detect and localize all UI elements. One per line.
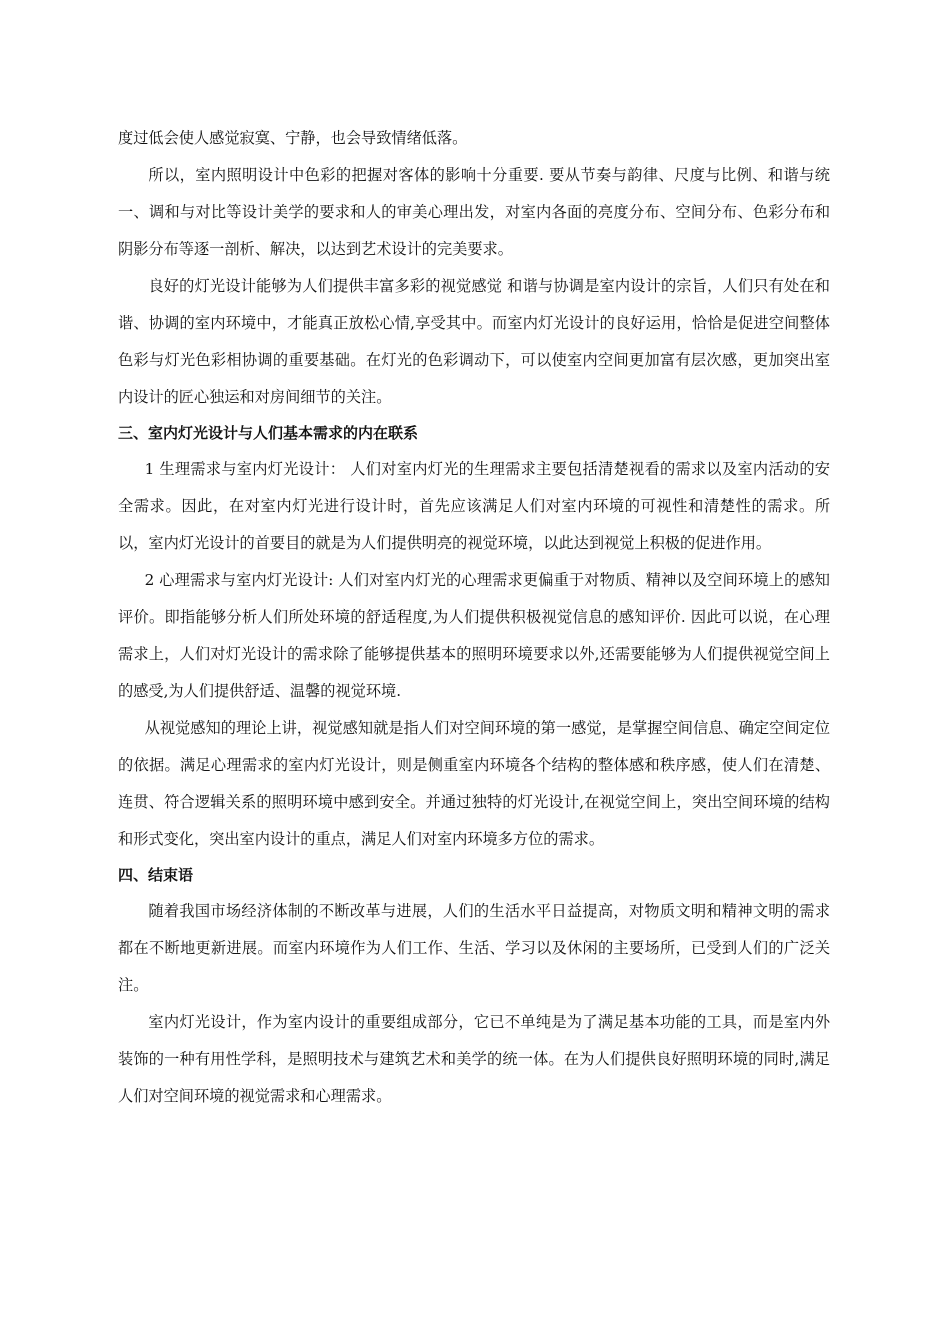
paragraph-good-lighting: 良好的灯光设计能够为人们提供丰富多彩的视觉感觉 和谐与协调是室内设计的宗旨，人们只有处在和谐、协调的室内环境中，才能真正放松心情,享受其中。而室内灯光设计的良好运用，恰恰是促进空间整体色彩与灯光色彩相协调的重要基础。在灯光的色彩调动下，可以使室内空间更加富有层次感，更加突出室内设计的匠心独运和对房间细节的关注。 — [118, 277, 830, 406]
paragraph-physiological-needs: 1 生理需求与室内灯光设计： 人们对室内灯光的生理需求主要包括清楚视看的需求以及室内活动的安全需求。因此，在对室内灯光进行设计时，首先应该满足人们对室内环境的可视性和清楚性的需求。所以，室内灯光设计的首要目的就是为人们提供明亮的视觉环境，以此达到视觉上积极的促进作用。 — [118, 460, 830, 552]
paragraph-conclusion-2: 室内灯光设计，作为室内设计的重要组成部分，它已不单纯是为了满足基本功能的工具，而是室内外装饰的一种有用性学科，是照明技术与建筑艺术和美学的统一体。在为人们提供良好照明环境的同时,满足人们对空间环境的视觉需求和心理需求。 — [118, 1013, 830, 1105]
section-heading-3: 三、室内灯光设计与人们基本需求的内在联系 — [118, 424, 419, 442]
document-page — [118, 120, 830, 1115]
paragraph-psychological-needs: 2 心理需求与室内灯光设计: 人们对室内灯光的心理需求更偏重于对物质、精神以及空间环境上的感知评价。即指能够分析人们所处环境的舒适程度,为人们提供积极视觉信息的感知评价. 因此可以说，在心理需求上，人们对灯光设计的需求除了能够提供基本的照明环境要求以外,还需要能够为人们提供视觉空间上的感受,为人们提供舒适、温馨的视觉环境. — [118, 571, 830, 700]
paragraph-continuation: 度过低会使人感觉寂寞、宁静，也会导致情绪低落。 — [118, 129, 468, 147]
paragraph-color-design: 所以，室内照明设计中色彩的把握对客体的影响十分重要. 要从节奏与韵律、尺度与比例、和谐与统一、调和与对比等设计美学的要求和人的审美心理出发，对室内各面的亮度分布、空间分布、色彩分布和阴影分布等逐一剖析、解决，以达到艺术设计的完美要求。 — [118, 166, 830, 258]
section-heading-4: 四、结束语 — [118, 866, 194, 884]
paragraph-conclusion-1: 随着我国市场经济体制的不断改革与进展，人们的生活水平日益提高，对物质文明和精神文明的需求都在不断地更新进展。而室内环境作为人们工作、生活、学习以及休闲的主要场所，已受到人们的广泛关注。 — [118, 902, 830, 994]
paragraph-visual-perception: 从视觉感知的理论上讲，视觉感知就是指人们对空间环境的第一感觉，是掌握空间信息、确定空间定位的依据。满足心理需求的室内灯光设计，则是侧重室内环境各个结构的整体感和秩序感，使人们在清楚、连贯、符合逻辑关系的照明环境中感到安全。并通过独特的灯光设计,在视觉空间上，突出空间环境的结构和形式变化，突出室内设计的重点，满足人们对室内环境多方位的需求。 — [118, 719, 830, 848]
